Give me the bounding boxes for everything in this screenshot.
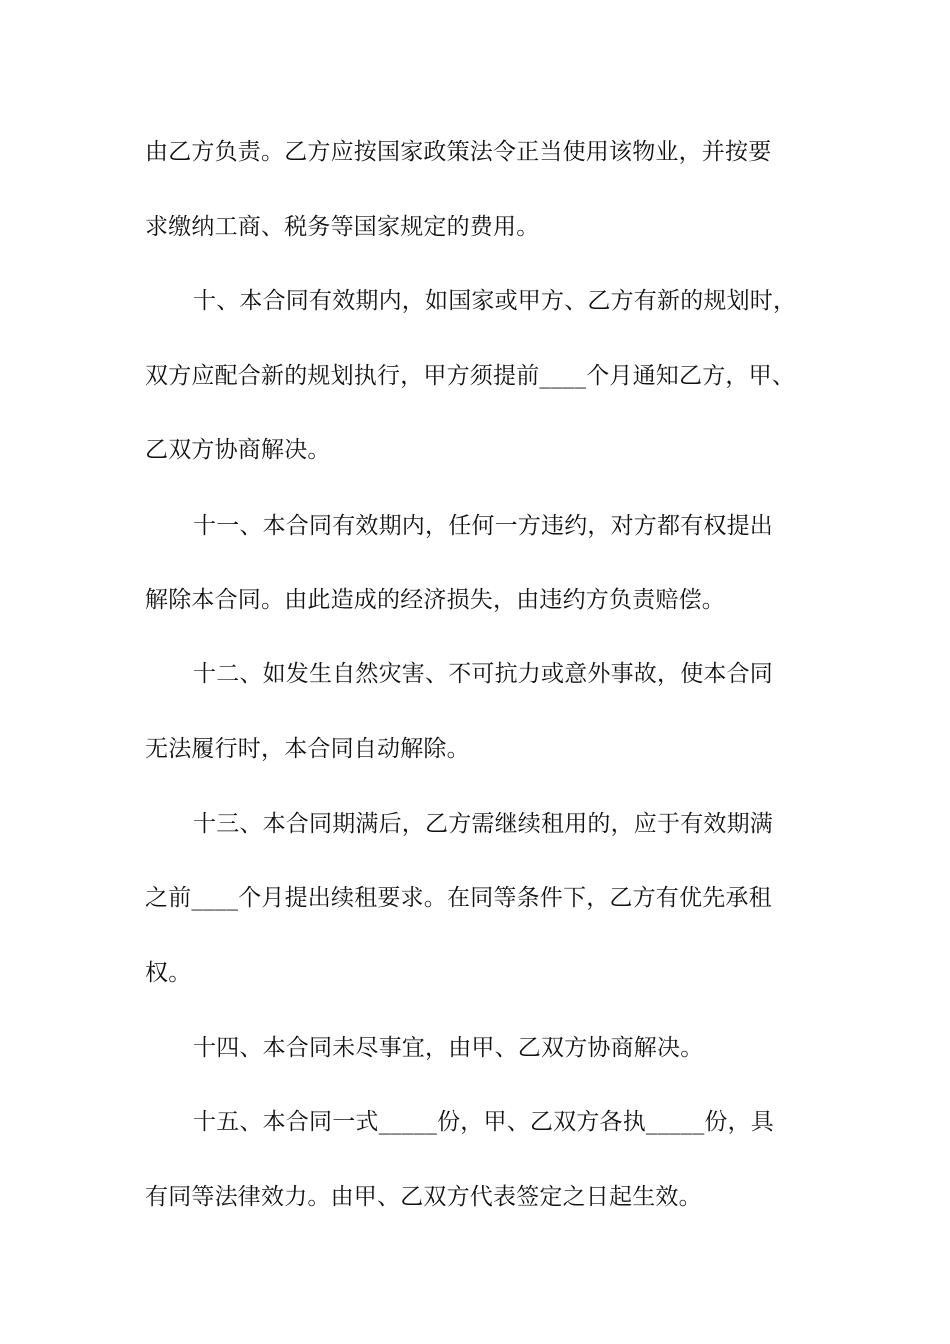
clause-10-line: 十、本合同有效期内，如国家或甲方、乙方有新的规划时， — [193, 288, 797, 314]
clause-13-line: 十三、本合同期满后，乙方需继续租用的，应于有效期满 — [193, 811, 773, 837]
text-line: 无法履行时，本合同自动解除。 — [145, 736, 470, 762]
text-line: 权。 — [145, 960, 192, 986]
text-line: 乙双方协商解决。 — [145, 437, 331, 463]
clause-14-line: 十四、本合同未尽事宜，由甲、乙双方协商解决。 — [193, 1035, 704, 1061]
clause-15-line: 十五、本合同一式_____份，甲、乙双方各执_____份，具 — [193, 1109, 774, 1135]
clause-11-line: 十一、本合同有效期内，任何一方违约，对方都有权提出 — [193, 513, 773, 539]
clause-12-line: 十二、如发生自然灾害、不可抗力或意外事故，使本合同 — [193, 661, 773, 687]
text-line: 求缴纳工商、税务等国家规定的费用。 — [145, 214, 540, 240]
text-line: 由乙方负责。乙方应按国家政策法令正当使用该物业，并按要 — [145, 139, 772, 165]
text-line: 有同等法律效力。由甲、乙双方代表签定之日起生效。 — [145, 1184, 702, 1210]
text-line: 解除本合同。由此造成的经济损失，由违约方负责赔偿。 — [145, 587, 725, 613]
text-line: 之前____个月提出续租要求。在同等条件下，乙方有优先承租 — [145, 885, 772, 911]
text-line: 双方应配合新的规划执行，甲方须提前____个月通知乙方，甲、 — [145, 363, 795, 389]
